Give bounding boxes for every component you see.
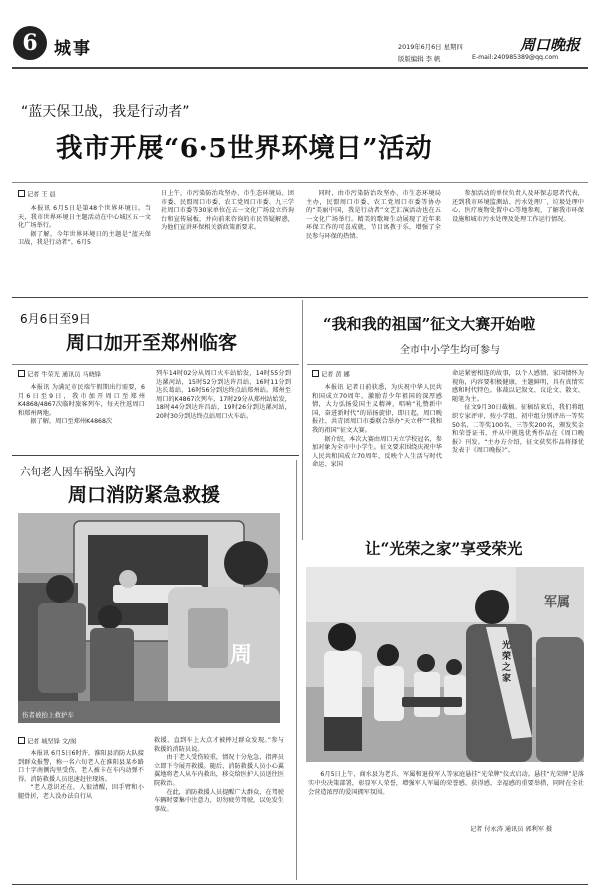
essay-column-2: 命运紧密相连的故事，以个人感情、家国情怀为视角，内容要积极健康，主题鲜明，具有真情实感和时代特色。体裁以记叙文、议论文、散文、随笔为主。 征文9月30日截稿。征稿结束后，我们将组织专家评审，按小学组、初中组分别评出一等奖50名、二等奖100名、三等奖200名，颁发奖金和荣誉证书，并从中挑选优秀作品在《周口晚报》刊发。“主办方介绍，征文获奖作品将择优发表于《周口晚报》”。 <box>452 370 584 455</box>
lead-column-2: 日上午，市污染防治攻坚办、市生态环境局、团市委、民盟周口市委、农工党周口市委、九三学社周口市委等30家单位在五一文化广场设立咨询台和宣传展板，并向前来咨询的市民答疑解惑，为他们宣讲环保相关新政策新要求。 <box>161 190 294 232</box>
honor-sash-text: 光荣之家 <box>502 641 512 684</box>
lead-column-4: 参加活动的单位负责人及环保志愿者代表，还到我市环境监测站、污水处理厂、垃圾处理中心、医疗废物处置中心等地参观，了解我市环保设施和城市污水处理及处理工作运行情况。 <box>452 190 584 223</box>
byline-mark-icon <box>18 190 25 197</box>
lead-kicker: “蓝天保卫战，我是行动者” <box>21 104 190 120</box>
train-byline: 记者 牛荣光 通讯员 马晓锋 <box>18 370 101 380</box>
honor-caption: 6月5日上午，商水县为老兵、军属和退役军人等家庭悬挂“光荣牌”仪式启动。悬挂“光荣牌”是落实中央决策部署，彰显军人荣誉，增强军人军属的荣誉感、获得感、幸福感的重要举措，同时在全社会营造浓厚的爱国拥军氛围。 <box>308 771 584 796</box>
rescue-column-1: 本报讯 6月5日6时许，淮阳县消防大队接到群众报警，称一名六旬老人在淮阳县某乡路口十字南侧沟里受伤，老人被卡在车内动弹不得。消防救援人员迅速赶往现场。 “老人意识还在，人很清醒，因手臂和小腿骨折，老人没办法自行从 <box>18 750 144 800</box>
honor-headline: 让“光荣之家”享受荣光 <box>365 539 523 558</box>
essay-byline: 记者 黄 娜 <box>312 370 350 380</box>
honor-sign-text: 军属 <box>544 595 571 610</box>
rescue-photo-caption: 伤者被抬上救护车 <box>22 711 74 719</box>
rescue-headline: 周口消防紧急救援 <box>68 484 221 506</box>
essay-column-1: 本报讯 记者日前获悉，为庆祝中华人民共和国成立70周年，激励青少年祖国的深厚感情，大力弘扬爱国主义精神，唱响“礼赞新中国，奋进新时代”的昂扬旋律，即日起，周口晚报社、共青团周口市委联合举办“天立杯”“我和我的祖国”征文大赛。 据介绍，本次大赛由周口天立学校冠名，参加对象为全市中小学生。征文要求围绕庆祝中华人民共和国成立70周年，反映个人生活与时代命运、家国 <box>312 384 442 469</box>
rescue-photo <box>18 513 280 723</box>
rescue-vest-text: 周 <box>230 642 253 668</box>
lead-rule <box>12 182 588 183</box>
honor-scene-illustration <box>306 567 584 762</box>
essay-rule <box>307 364 588 365</box>
train-column-2: 列车14时02分从周口火车站始发，14时55分到达漯河站，15时52分到达许昌站，16时11分到达长葛站，16时56分到达终点站郑州站。郑州至周口的K4867次列车，17时29分从郑州站始发，18时44分到达许昌站，19时26分到达漯河站，20时30分到达终点站周口火车站。 <box>156 370 291 420</box>
paper-name-logo: 周口晚报 <box>520 36 581 54</box>
rescue-byline: 记者 城坚锋 文/图 <box>18 737 76 747</box>
essay-headline: “我和我的祖国”征文大赛开始啦 <box>323 315 536 333</box>
rescue-column-2: 救援、直到车上大点才被摔过群众发现。”参与救援的消防员说。 由于老人受伤较重，情况十分危急，指挥员立即下令展开救援。随后，消防救援人员小心翼翼地将老人从车内救出，移交给医护人员送往医院救治。 在此，消防救援人员提醒广大群众，在驾驶车辆时要集中注意力，切勿疲劳驾驶，以免发生事故。 <box>154 737 284 813</box>
lead-column-1: 本报讯 6月5日是第48个世界环境日。当天，我市世界环境日主题活动在中心城区五一文化广场举行。 据了解，今年世界环境日的主题是“蓝天保卫战，我是行动者”。6月5 <box>18 205 151 247</box>
train-rule <box>12 364 299 365</box>
honor-credit: 记者 付永涛 通讯员 郭利军 摄 <box>470 826 553 833</box>
byline-mark-icon <box>312 370 319 377</box>
middle-rule-left <box>12 455 299 456</box>
byline-mark-icon <box>18 370 25 377</box>
byline-mark-icon <box>18 737 25 744</box>
masthead-editor: 版版编辑 李 帆 <box>398 55 441 63</box>
lead-bottom-rule <box>12 297 588 298</box>
honor-photo <box>306 567 584 762</box>
masthead-rule <box>12 67 588 69</box>
lead-byline: 记者 王 晨 <box>18 190 56 200</box>
masthead-email: E-mail:240985389@qq.com <box>472 54 559 61</box>
vertical-divider <box>302 300 303 540</box>
masthead-date: 2019年6月6日 星期四 <box>398 43 463 51</box>
page-bottom-rule <box>12 884 588 885</box>
rescue-scene-illustration <box>18 513 280 723</box>
page-number: 6 <box>22 30 38 56</box>
train-kicker: 6月6日至9日 <box>20 312 91 326</box>
lead-headline: 我市开展“6·5世界环境日”活动 <box>56 133 433 164</box>
train-column-1: 本报讯 为满足市民端午假期出行需要，6月6日至9日，我市加开周口至郑州K4868/4867次临时旅客列车，每天往返周口和郑州两地。 据了解，周口至郑州K4868次 <box>18 384 145 426</box>
essay-subhead: 全市中小学生均可参与 <box>400 345 500 356</box>
vertical-divider-lower <box>296 460 297 880</box>
lead-column-3: 同时，由市污染防治攻坚办、市生态环境局主办，民盟周口市委、农工党周口市委等协办的“美丽中国，我是行动者”文艺汇演活动也在五一文化广场举行。精美的歌舞生动展现了近年来环保工作的可喜成就，节目寓教于乐，增强了全民参与环保的热情。 <box>306 190 441 240</box>
train-headline: 周口加开至郑州临客 <box>66 332 238 354</box>
rescue-kicker: 六旬老人因车祸坠入沟内 <box>20 466 136 478</box>
section-title: 城事 <box>54 39 92 59</box>
